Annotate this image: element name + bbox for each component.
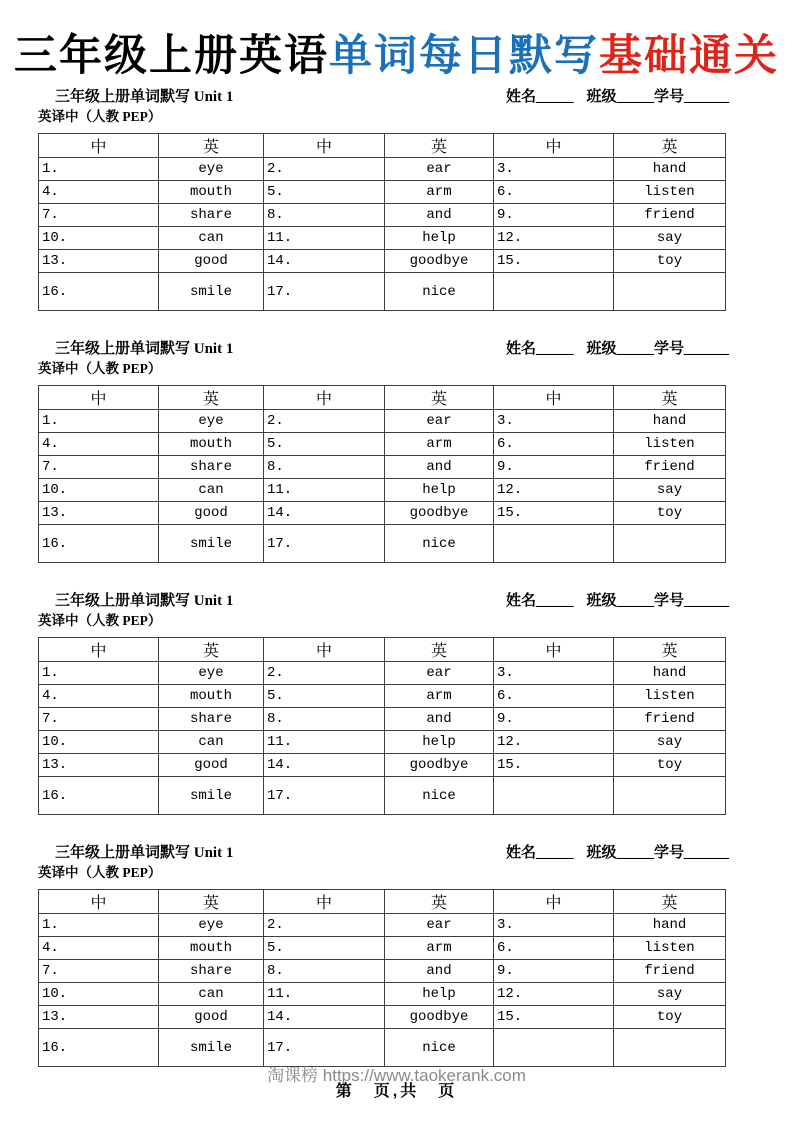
number-cell: 14.: [264, 754, 385, 777]
number-cell: 15.: [494, 250, 614, 273]
number-cell: 16.: [39, 777, 159, 815]
title-part-black: 三年级上册英语: [14, 33, 329, 80]
table-row: [39, 777, 726, 815]
id-label: 学号: [653, 593, 684, 609]
table-row: [39, 456, 726, 479]
number-cell: 9.: [494, 960, 614, 983]
number-cell: 4.: [39, 685, 159, 708]
word-cell: [614, 273, 726, 311]
number-cell: 13.: [39, 250, 159, 273]
table-row: [39, 1029, 726, 1067]
number-cell: 17.: [264, 777, 385, 815]
number-cell: 14.: [264, 250, 385, 273]
id-blank: ______: [684, 845, 729, 861]
id-label: 学号: [653, 845, 684, 861]
table-row: [39, 754, 726, 777]
number-cell: 11.: [264, 479, 385, 502]
section-subtitle: 英译中（人教 PEP）: [38, 613, 162, 628]
number-cell: 5.: [264, 433, 385, 456]
word-cell: good: [159, 250, 264, 273]
col-header-en: 英: [159, 134, 264, 158]
student-info-blanks: [506, 842, 729, 864]
word-cell: mouth: [159, 433, 264, 456]
word-cell: help: [385, 731, 494, 754]
number-cell: 12.: [494, 227, 614, 250]
word-cell: arm: [385, 937, 494, 960]
worksheet-section: [0, 590, 793, 842]
number-cell: 12.: [494, 479, 614, 502]
word-cell: eye: [159, 914, 264, 937]
word-cell: [614, 525, 726, 563]
word-cell: mouth: [159, 937, 264, 960]
word-cell: goodbye: [385, 1006, 494, 1029]
table-row: [39, 731, 726, 754]
worksheet-section: [0, 86, 793, 338]
word-cell: listen: [614, 181, 726, 204]
col-header-zh: 中: [494, 890, 614, 914]
number-cell: 10.: [39, 479, 159, 502]
page-number-line: 第 页,共 页: [335, 1083, 458, 1100]
name-blank: _____: [535, 341, 574, 357]
col-header-zh: 中: [494, 134, 614, 158]
word-cell: and: [385, 204, 494, 227]
worksheet-section: [0, 842, 793, 1094]
word-cell: hand: [614, 662, 726, 685]
number-cell: 7.: [39, 204, 159, 227]
word-cell: goodbye: [385, 754, 494, 777]
number-cell: 15.: [494, 1006, 614, 1029]
number-cell: 9.: [494, 204, 614, 227]
number-cell: 7.: [39, 456, 159, 479]
word-cell: say: [614, 983, 726, 1006]
table-row: [39, 273, 726, 311]
word-cell: friend: [614, 456, 726, 479]
number-cell: 6.: [494, 937, 614, 960]
word-cell: friend: [614, 708, 726, 731]
word-cell: can: [159, 479, 264, 502]
number-cell: 5.: [264, 937, 385, 960]
col-header-zh: 中: [264, 134, 385, 158]
word-cell: eye: [159, 410, 264, 433]
table-row: [39, 181, 726, 204]
table-row: [39, 937, 726, 960]
col-header-en: 英: [159, 638, 264, 662]
word-cell: and: [385, 960, 494, 983]
table-row: [39, 983, 726, 1006]
number-cell: 13.: [39, 754, 159, 777]
class-blank: _____: [616, 593, 654, 609]
table-row: [39, 914, 726, 937]
name-label: 姓名: [505, 89, 536, 105]
word-cell: [614, 777, 726, 815]
word-cell: toy: [614, 754, 726, 777]
section-subtitle: 英译中（人教 PEP）: [38, 865, 162, 880]
col-header-en: 英: [385, 386, 494, 410]
section-title: 三年级上册单词默写 Unit 1: [55, 89, 234, 105]
word-cell: ear: [385, 158, 494, 181]
word-cell: smile: [159, 273, 264, 311]
number-cell: 12.: [494, 983, 614, 1006]
word-cell: help: [385, 983, 494, 1006]
number-cell: [494, 777, 614, 815]
number-cell: 14.: [264, 1006, 385, 1029]
table-header-row: [39, 386, 726, 410]
number-cell: 17.: [264, 273, 385, 311]
word-cell: can: [159, 731, 264, 754]
col-header-en: 英: [614, 386, 726, 410]
col-header-zh: 中: [39, 386, 159, 410]
word-cell: listen: [614, 685, 726, 708]
number-cell: 16.: [39, 1029, 159, 1067]
word-cell: smile: [159, 525, 264, 563]
number-cell: 7.: [39, 708, 159, 731]
number-cell: [494, 525, 614, 563]
number-cell: 2.: [264, 662, 385, 685]
word-cell: hand: [614, 914, 726, 937]
col-header-en: 英: [385, 638, 494, 662]
number-cell: 6.: [494, 685, 614, 708]
number-cell: 11.: [264, 227, 385, 250]
word-cell: mouth: [159, 181, 264, 204]
col-header-en: 英: [614, 890, 726, 914]
table-row: [39, 708, 726, 731]
number-cell: 4.: [39, 937, 159, 960]
table-header-row: [39, 890, 726, 914]
watermark: 淘课榜 https://www.taokerank.com: [267, 1066, 526, 1085]
section-header: [0, 338, 793, 360]
number-cell: 13.: [39, 502, 159, 525]
section-header: [0, 590, 793, 612]
word-cell: listen: [614, 433, 726, 456]
worksheet-section: [0, 338, 793, 590]
table-row: [39, 479, 726, 502]
word-cell: share: [159, 456, 264, 479]
number-cell: 10.: [39, 731, 159, 754]
number-cell: 1.: [39, 410, 159, 433]
id-blank: ______: [684, 593, 729, 609]
number-cell: 8.: [264, 204, 385, 227]
col-header-zh: 中: [39, 890, 159, 914]
word-cell: share: [159, 708, 264, 731]
table-row: [39, 227, 726, 250]
id-label: 学号: [653, 341, 684, 357]
number-cell: 6.: [494, 181, 614, 204]
table-row: [39, 960, 726, 983]
number-cell: 8.: [264, 708, 385, 731]
student-info-blanks: [506, 590, 729, 612]
table-row: [39, 433, 726, 456]
number-cell: 6.: [494, 433, 614, 456]
number-cell: 8.: [264, 456, 385, 479]
number-cell: 5.: [264, 181, 385, 204]
student-info-blanks: [506, 86, 729, 108]
word-cell: hand: [614, 410, 726, 433]
col-header-zh: 中: [264, 386, 385, 410]
dictation-table: [38, 133, 726, 311]
word-cell: nice: [385, 777, 494, 815]
word-cell: and: [385, 456, 494, 479]
table-row: [39, 525, 726, 563]
col-header-zh: 中: [264, 890, 385, 914]
number-cell: 13.: [39, 1006, 159, 1029]
word-cell: toy: [614, 1006, 726, 1029]
class-blank: _____: [616, 89, 654, 105]
word-cell: friend: [614, 960, 726, 983]
col-header-zh: 中: [264, 638, 385, 662]
word-cell: toy: [614, 250, 726, 273]
word-cell: ear: [385, 410, 494, 433]
word-cell: say: [614, 731, 726, 754]
number-cell: 17.: [264, 1029, 385, 1067]
word-cell: friend: [614, 204, 726, 227]
dictation-table: [38, 637, 726, 815]
class-blank: _____: [616, 845, 654, 861]
word-cell: ear: [385, 914, 494, 937]
word-cell: toy: [614, 502, 726, 525]
number-cell: 15.: [494, 502, 614, 525]
word-cell: good: [159, 1006, 264, 1029]
section-subtitle: 英译中（人教 PEP）: [38, 109, 162, 124]
word-cell: help: [385, 227, 494, 250]
title-part-blue: 单词每日默写: [329, 33, 599, 80]
title-part-red: 基础通关: [599, 33, 779, 80]
name-label: 姓名: [505, 593, 536, 609]
word-cell: nice: [385, 1029, 494, 1067]
number-cell: 9.: [494, 456, 614, 479]
word-cell: good: [159, 754, 264, 777]
col-header-en: 英: [159, 386, 264, 410]
col-header-en: 英: [614, 134, 726, 158]
word-cell: arm: [385, 181, 494, 204]
id-blank: ______: [684, 89, 729, 105]
word-cell: smile: [159, 1029, 264, 1067]
word-cell: arm: [385, 685, 494, 708]
class-label: 班级: [586, 845, 617, 861]
student-info-blanks: [506, 338, 729, 360]
table-row: [39, 662, 726, 685]
number-cell: 2.: [264, 914, 385, 937]
number-cell: [494, 273, 614, 311]
col-header-en: 英: [385, 890, 494, 914]
number-cell: 1.: [39, 158, 159, 181]
table-row: [39, 1006, 726, 1029]
number-cell: 8.: [264, 960, 385, 983]
class-blank: _____: [616, 341, 654, 357]
word-cell: arm: [385, 433, 494, 456]
table-header-row: [39, 638, 726, 662]
name-blank: _____: [535, 845, 574, 861]
number-cell: 1.: [39, 662, 159, 685]
word-cell: eye: [159, 662, 264, 685]
section-header: [0, 842, 793, 864]
number-cell: 5.: [264, 685, 385, 708]
id-label: 学号: [653, 89, 684, 105]
name-blank: _____: [535, 593, 574, 609]
page-title: [0, 0, 793, 86]
col-header-zh: 中: [494, 386, 614, 410]
word-cell: help: [385, 479, 494, 502]
word-cell: eye: [159, 158, 264, 181]
word-cell: mouth: [159, 685, 264, 708]
dictation-table: [38, 889, 726, 1067]
col-header-zh: 中: [494, 638, 614, 662]
word-cell: ear: [385, 662, 494, 685]
number-cell: 3.: [494, 158, 614, 181]
number-cell: 10.: [39, 227, 159, 250]
word-cell: can: [159, 983, 264, 1006]
class-label: 班级: [586, 593, 617, 609]
word-cell: nice: [385, 525, 494, 563]
table-row: [39, 502, 726, 525]
number-cell: 16.: [39, 525, 159, 563]
col-header-en: 英: [385, 134, 494, 158]
word-cell: say: [614, 227, 726, 250]
section-header: [0, 86, 793, 108]
word-cell: goodbye: [385, 502, 494, 525]
table-row: [39, 410, 726, 433]
number-cell: 9.: [494, 708, 614, 731]
table-row: [39, 685, 726, 708]
number-cell: 7.: [39, 960, 159, 983]
name-label: 姓名: [505, 845, 536, 861]
number-cell: 4.: [39, 433, 159, 456]
class-label: 班级: [586, 89, 617, 105]
number-cell: 12.: [494, 731, 614, 754]
table-row: [39, 250, 726, 273]
word-cell: can: [159, 227, 264, 250]
word-cell: listen: [614, 937, 726, 960]
number-cell: 10.: [39, 983, 159, 1006]
col-header-zh: 中: [39, 638, 159, 662]
section-title: 三年级上册单词默写 Unit 1: [55, 593, 234, 609]
word-cell: and: [385, 708, 494, 731]
word-cell: say: [614, 479, 726, 502]
number-cell: 3.: [494, 410, 614, 433]
word-cell: smile: [159, 777, 264, 815]
word-cell: hand: [614, 158, 726, 181]
col-header-zh: 中: [39, 134, 159, 158]
section-title: 三年级上册单词默写 Unit 1: [55, 845, 234, 861]
number-cell: 3.: [494, 662, 614, 685]
name-label: 姓名: [505, 341, 536, 357]
word-cell: share: [159, 204, 264, 227]
number-cell: 16.: [39, 273, 159, 311]
number-cell: 3.: [494, 914, 614, 937]
table-row: [39, 204, 726, 227]
table-row: [39, 158, 726, 181]
name-blank: _____: [535, 89, 574, 105]
word-cell: nice: [385, 273, 494, 311]
number-cell: 4.: [39, 181, 159, 204]
word-cell: good: [159, 502, 264, 525]
col-header-en: 英: [614, 638, 726, 662]
number-cell: 2.: [264, 158, 385, 181]
number-cell: 15.: [494, 754, 614, 777]
number-cell: 14.: [264, 502, 385, 525]
number-cell: 2.: [264, 410, 385, 433]
table-header-row: [39, 134, 726, 158]
word-cell: goodbye: [385, 250, 494, 273]
number-cell: 1.: [39, 914, 159, 937]
section-subtitle: 英译中（人教 PEP）: [38, 361, 162, 376]
number-cell: 17.: [264, 525, 385, 563]
dictation-table: [38, 385, 726, 563]
worksheet-sections: [0, 86, 793, 1094]
number-cell: 11.: [264, 983, 385, 1006]
id-blank: ______: [684, 341, 729, 357]
section-title: 三年级上册单词默写 Unit 1: [55, 341, 234, 357]
class-label: 班级: [586, 341, 617, 357]
number-cell: [494, 1029, 614, 1067]
col-header-en: 英: [159, 890, 264, 914]
number-cell: 11.: [264, 731, 385, 754]
word-cell: share: [159, 960, 264, 983]
word-cell: [614, 1029, 726, 1067]
